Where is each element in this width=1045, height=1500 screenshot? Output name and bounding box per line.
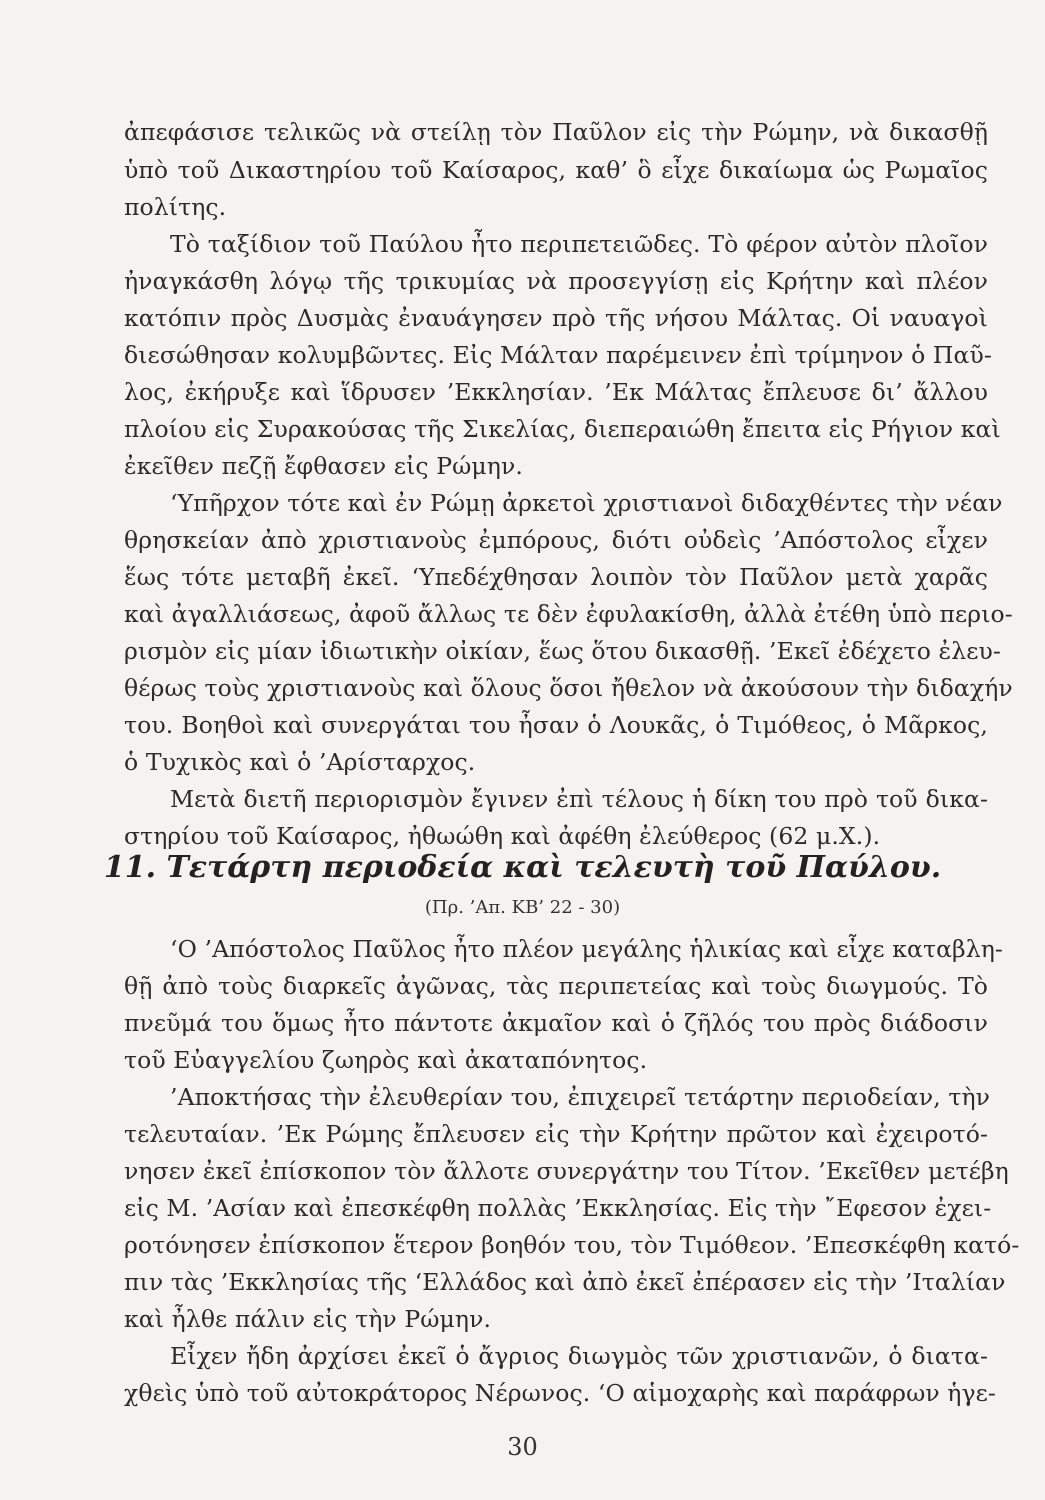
text-line: ἕως τότε μεταβῆ ἐκεῖ. ‘Υπεδέχθησαν λοιπὸν τὸν Παῦλον μετὰ χαρᾶς bbox=[124, 563, 988, 591]
text-line: του. Βοηθοὶ καὶ συνεργάται του ἦσαν ὁ Λουκᾶς, ὁ Τιμόθεος, ὁ Μᾶρκος, bbox=[124, 711, 988, 739]
text-line: κατόπιν πρὸς Δυσμὰς ἐναυάγησεν πρὸ τῆς νήσου Μάλτας. Οἱ ναυαγοὶ bbox=[124, 304, 988, 332]
text-line: καὶ ἦλθε πάλιν εἰς τὴν Ρώμην. bbox=[124, 1305, 492, 1333]
text-line: πλοίου εἰς Συρακούσας τῆς Σικελίας, διεπεραιώθη ἔπειτα εἰς Ρήγιον καὶ bbox=[124, 415, 1001, 443]
text-line: Εἶχεν ἤδη ἀρχίσει ἐκεῖ ὁ ἄγριος διωγμὸς τῶν χριστιανῶν, ὁ διατα- bbox=[170, 1342, 988, 1370]
text-line: ρισμὸν εἰς μίαν ἰδιωτικὴν οἰκίαν, ἕως ὅτου δικασθῇ. ’Εκεῖ ἐδέχετο ἐλευ- bbox=[124, 637, 1001, 665]
text-line: θρησκείαν ἀπὸ χριστιανοὺς ἐμπόρους, διότι οὐδεὶς ’Απόστολος εἶχεν bbox=[124, 526, 988, 554]
section-subheading: (Πρ. ’Απ. ΚΒ’ 22 - 30) bbox=[424, 897, 621, 918]
text-line: Μετὰ διετῆ περιορισμὸν ἔγινεν ἐπὶ τέλους ἡ δίκη του πρὸ τοῦ δικα- bbox=[170, 785, 988, 813]
text-line: ροτόνησεν ἐπίσκοπον ἕτερον βοηθόν του, τὸν Τιμόθεον. ’Επεσκέφθη κατό- bbox=[124, 1231, 1020, 1259]
text-line: πιν τὰς ’Εκκλησίας τῆς ‘Ελλάδος καὶ ἀπὸ ἐκεῖ ἐπέρασεν εἰς τὴν ’Ιταλίαν bbox=[124, 1268, 1006, 1296]
text-line: Τὸ ταξίδιον τοῦ Παύλου ἦτο περιπετειῶδες. Τὸ φέρον αὐτὸν πλοῖον bbox=[170, 230, 988, 258]
text-line: ἀπεφάσισε τελικῶς νὰ στείλῃ τὸν Παῦλον εἰς τὴν Ρώμην, νὰ δικασθῇ bbox=[124, 118, 988, 146]
text-line: εἰς Μ. ’Ασίαν καὶ ἐπεσκέφθη πολλὰς ’Εκκλησίας. Εἰς τὴν ῎Εφεσον ἐχει- bbox=[124, 1194, 992, 1222]
text-line: πνεῦμά του ὅμως ἦτο πάντοτε ἀκμαῖον καὶ ὁ ζῆλός του πρὸς διάδοσιν bbox=[124, 1009, 988, 1037]
page-number: 30 bbox=[507, 1433, 538, 1461]
text-line: τοῦ Εὐαγγελίου ζωηρὸς καὶ ἀκαταπόνητος. bbox=[124, 1046, 648, 1074]
text-line: ‘Ο ’Απόστολος Παῦλος ἦτο πλέον μεγάλης ἡλικίας καὶ εἶχε καταβλη- bbox=[170, 935, 1003, 963]
text-line: ἐκεῖθεν πεζῇ ἔφθασεν εἰς Ρώμην. bbox=[124, 452, 523, 480]
text-line: ὁ Τυχικὸς καὶ ὁ ’Αρίσταρχος. bbox=[124, 748, 476, 776]
text-line: τελευταίαν. ’Εκ Ρώμης ἔπλευσεν εἰς τὴν Κρήτην πρῶτον καὶ ἐχειροτό- bbox=[124, 1120, 988, 1148]
text-line: ’Αποκτήσας τὴν ἐλευθερίαν του, ἐπιχειρεῖ τετάρτην περιοδείαν, τὴν bbox=[170, 1083, 991, 1111]
text-line: πολίτης. bbox=[124, 193, 227, 221]
text-line: θέρως τοὺς χριστιανοὺς καὶ ὅλους ὅσοι ἤθελον νὰ ἀκούσουν τὴν διδαχήν bbox=[124, 674, 1013, 702]
text-line: ‘Υπῆρχον τότε καὶ ἐν Ρώμῃ ἀρκετοὶ χριστιανοὶ διδαχθέντες τὴν νέαν bbox=[170, 489, 1003, 517]
section-heading: 11. Τετάρτη περιοδεία καὶ τελευτὴ τοῦ Παύλου. bbox=[103, 850, 942, 885]
text-line: στηρίου τοῦ Καίσαρος, ἠθωώθη καὶ ἀφέθη ἐλεύθερος (62 μ.Χ.). bbox=[124, 822, 881, 850]
text-line: λος, ἐκήρυξε καὶ ἵδρυσεν ’Εκκλησίαν. ’Εκ Μάλτας ἔπλευσε δι’ ἄλλου bbox=[124, 378, 988, 406]
text-line: χθεὶς ὑπὸ τοῦ αὐτοκράτορος Νέρωνος. ‘Ο αἱμοχαρὴς καὶ παράφρων ἡγε- bbox=[124, 1379, 996, 1407]
text-line: ἠναγκάσθη λόγῳ τῆς τρικυμίας νὰ προσεγγίσῃ εἰς Κρήτην καὶ πλέον bbox=[124, 267, 988, 295]
text-line: διεσώθησαν κολυμβῶντες. Εἰς Μάλταν παρέμεινεν ἐπὶ τρίμηνον ὁ Παῦ- bbox=[124, 341, 992, 369]
text-line: νησεν ἐκεῖ ἐπίσκοπον τὸν ἄλλοτε συνεργάτην του Τίτον. ’Εκεῖθεν μετέβη bbox=[124, 1157, 1009, 1185]
text-line: καὶ ἀγαλλιάσεως, ἀφοῦ ἄλλως τε δὲν ἐφυλακίσθη, ἀλλὰ ἐτέθη ὑπὸ περιο- bbox=[124, 600, 1013, 628]
text-line: θῇ ἀπὸ τοὺς διαρκεῖς ἀγῶνας, τὰς περιπετείας καὶ τοὺς διωγμούς. Τὸ bbox=[124, 972, 988, 1000]
text-line: ὑπὸ τοῦ Δικαστηρίου τοῦ Καίσαρος, καθ’ ὃ εἶχε δικαίωμα ὡς Ρωμαῖος bbox=[124, 156, 988, 184]
